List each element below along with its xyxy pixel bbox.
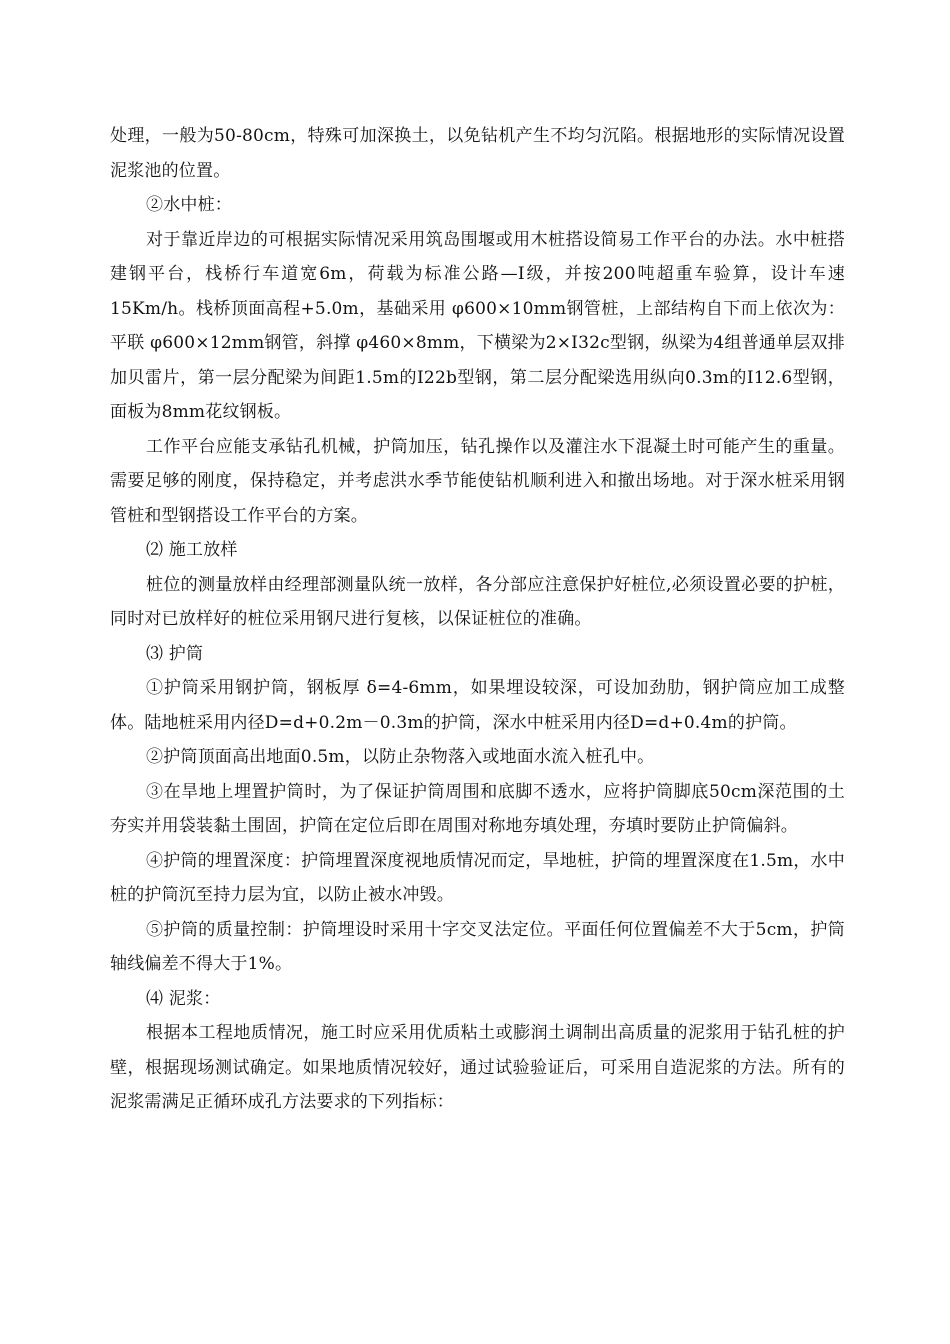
paragraph-casing-2: ②护筒顶面高出地面0.5m，以防止杂物落入或地面水流入桩孔中。 xyxy=(146,747,655,767)
paragraph-slurry: 根据本工程地质情况，施工时应采用优质粘土或膨润土调制出高质量的泥浆用于钻孔桩的护壁，根据现场测试确定。如果地质情况较好，通过试验验证后，可采用自造泥浆的方法。所有的泥浆需满足正循环成孔方法要求的下列指标： xyxy=(110,1023,845,1112)
paragraph-layout: 桩位的测量放样由经理部测量队统一放样，各分部应注意保护好桩位,必须设置必要的护桩，同时对已放样好的桩位采用钢尺进行复核，以保证桩位的准确。 xyxy=(110,574,845,629)
section-heading-slurry: ⑷ 泥浆： xyxy=(146,988,221,1009)
section-heading-water-pile: ②水中桩： xyxy=(146,195,232,215)
paragraph-casing-5: ⑤护筒的质量控制：护筒埋设时采用十字交叉法定位。平面任何位置偏差不大于5cm，护筒轴线偏差不得大于1%。 xyxy=(110,919,845,974)
section-heading-casing: ⑶ 护筒 xyxy=(146,643,204,664)
paragraph-work-platform: 工作平台应能支承钻孔机械，护筒加压，钻孔操作以及灌注水下混凝土时可能产生的重量。需要足够的刚度，保持稳定，并考虑洪水季节能使钻机顺利进入和撤出场地。对于深水桩采用钢管桩和型钢搭设工作平台的方案。 xyxy=(110,436,845,526)
paragraph-casing-1: ①护筒采用钢护筒，钢板厚 δ=4-6mm，如果埋设较深，可设加劲肋，钢护筒应加工成整体。陆地桩采用内径D=d+0.2m－0.3m的护筒，深水中桩采用内径D=d+0.4m的护筒。 xyxy=(110,678,845,733)
paragraph-casing-3: ③在旱地上埋置护筒时，为了保证护筒周围和底脚不透水，应将护筒脚底50cm深范围的土夯实并用袋装黏土围固，护筒在定位后即在周围对称地夯填处理，夯填时要防止护筒偏斜。 xyxy=(110,781,845,836)
paragraph-water-pile-platform: 对于靠近岸边的可根据实际情况采用筑岛围堰或用木桩搭设简易工作平台的办法。水中桩搭建钢平台，栈桥行车道宽6m，荷载为标准公路—I级，并按200吨超重车验算，设计车速15Km/h。栈桥顶面高程+5.0m，基础采用 φ600×10mm钢管桩，上部结构自下而上依次为：平联 φ600×12mm钢管，斜撑 φ460×8mm，下横梁为2×I32c型钢，纵梁为4组普通单层双排加贝雷片，第一层分配梁为间距1.5m的I22b型钢，第二层分配梁选用纵向0.3m的I12.6型钢，面板为8mm花纹钢板。 xyxy=(110,229,845,422)
document-body xyxy=(110,119,845,1120)
paragraph-continuation: 处理，一般为50-80cm，特殊可加深换土，以免钻机产生不均匀沉陷。根据地形的实际情况设置泥浆池的位置。 xyxy=(110,126,845,181)
paragraph-casing-4: ④护筒的埋置深度：护筒埋置深度视地质情况而定，旱地桩，护筒的埋置深度在1.5m，水中桩的护筒沉至持力层为宜，以防止被水冲毁。 xyxy=(110,850,845,905)
section-heading-layout: ⑵ 施工放样 xyxy=(146,540,238,560)
